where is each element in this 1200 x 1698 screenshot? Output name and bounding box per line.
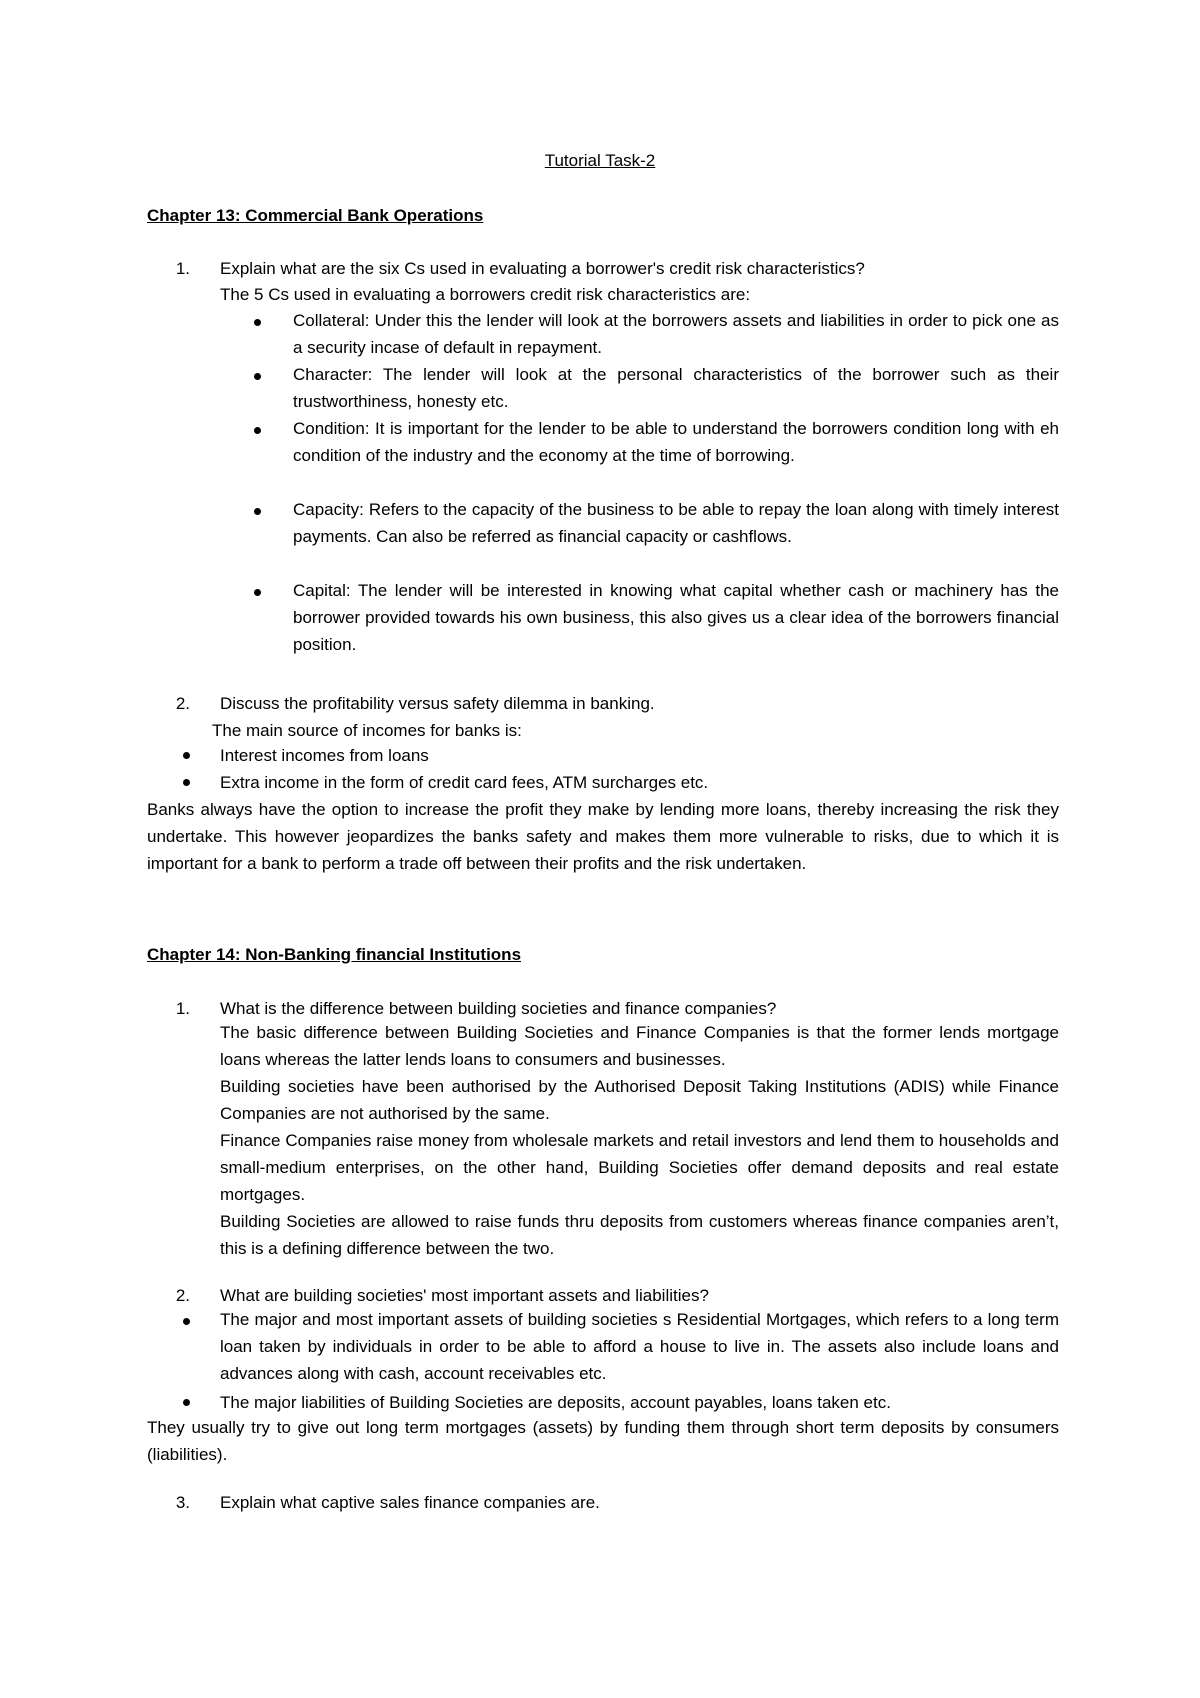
ch13-q1-bullet-capacity: Capacity: Refers to the capacity of the business to be able to repay the loan along with timely interest payments. Can also be referred as financial capacity or cashflows. bbox=[293, 500, 1059, 546]
bullet-icon bbox=[183, 1399, 190, 1406]
bullet-icon bbox=[183, 752, 190, 759]
bullet-icon bbox=[183, 1318, 190, 1325]
ch13-q2-number: 2. bbox=[175, 694, 190, 713]
ch14-q1-paragraph: Building Societies are allowed to raise funds thru deposits from customers whereas finance companies aren’t, this is a defining difference between the two. bbox=[220, 1212, 1059, 1258]
ch13-q1-number: 1. bbox=[175, 259, 190, 278]
ch14-q1-paragraph: Building societies have been authorised by the Authorised Deposit Taking Institutions (ADIS) while Finance Companies are not authorised by the same. bbox=[220, 1077, 1059, 1123]
ch14-q2-question: What are building societies' most important assets and liabilities? bbox=[220, 1286, 709, 1305]
ch14-q2-number: 2. bbox=[175, 1286, 190, 1305]
ch13-q1-bullet-capital: Capital: The lender will be interested in knowing what capital whether cash or machinery has the borrower provided towards his own business, this also gives us a clear idea of the borrowers financial position. bbox=[293, 581, 1059, 654]
bullet-icon bbox=[254, 373, 261, 380]
ch14-q1-paragraph: The basic difference between Building Societies and Finance Companies is that the former lends mortgage loans whereas the latter lends loans to consumers and businesses. bbox=[220, 1023, 1059, 1069]
ch14-q3-number: 3. bbox=[175, 1493, 190, 1512]
ch14-q3-question: Explain what captive sales finance companies are. bbox=[220, 1493, 600, 1512]
ch14-q2-bullet-assets: The major and most important assets of building societies s Residential Mortgages, which refers to a long term loan taken by individuals in order to be able to afford a house to live in. The assets also include loans and advances along with cash, account receivables etc. bbox=[220, 1310, 1059, 1383]
ch13-q2-bullet-extra: Extra income in the form of credit card fees, ATM surcharges etc. bbox=[220, 773, 709, 792]
ch13-q2-intro: The main source of incomes for banks is: bbox=[212, 721, 522, 740]
bullet-icon bbox=[254, 427, 261, 434]
ch13-q1-question: Explain what are the six Cs used in evaluating a borrower's credit risk characteristics? bbox=[220, 259, 865, 278]
ch14-q2-bullet-liabilities: The major liabilities of Building Societies are deposits, account payables, loans taken etc. bbox=[220, 1393, 891, 1412]
ch13-q1-bullet-character: Character: The lender will look at the personal characteristics of the borrower such as their trustworthiness, honesty etc. bbox=[293, 365, 1059, 411]
bullet-icon bbox=[254, 319, 261, 326]
bullet-icon bbox=[254, 589, 261, 596]
ch13-q1-bullet-collateral: Collateral: Under this the lender will look at the borrowers assets and liabilities in order to pick one as a security incase of default in repayment. bbox=[293, 311, 1059, 357]
chapter-13-heading: Chapter 13: Commercial Bank Operations bbox=[147, 206, 484, 225]
ch13-q2-question: Discuss the profitability versus safety dilemma in banking. bbox=[220, 694, 655, 713]
bullet-icon bbox=[183, 779, 190, 786]
ch13-q1-intro: The 5 Cs used in evaluating a borrowers credit risk characteristics are: bbox=[220, 285, 751, 304]
chapter-14-heading: Chapter 14: Non-Banking financial Institutions bbox=[147, 945, 522, 964]
ch13-q2-bullet-interest: Interest incomes from loans bbox=[220, 746, 429, 765]
ch13-q2-paragraph: Banks always have the option to increase the profit they make by lending more loans, thereby increasing the risk they undertake. This however jeopardizes the banks safety and makes them more vulnerable to risks, due to which it is important for a bank to perform a trade off between their profits and the risk undertaken. bbox=[147, 800, 1059, 873]
ch14-q2-paragraph: They usually try to give out long term mortgages (assets) by funding them through short term deposits by consumers (liabilities). bbox=[147, 1418, 1059, 1464]
document-title: Tutorial Task-2 bbox=[544, 151, 656, 170]
ch14-q1-number: 1. bbox=[175, 999, 190, 1018]
bullet-icon bbox=[254, 508, 261, 515]
ch13-q1-bullet-condition: Condition: It is important for the lender to be able to understand the borrowers condition long with eh condition of the industry and the economy at the time of borrowing. bbox=[293, 419, 1059, 465]
ch14-q1-paragraph: Finance Companies raise money from wholesale markets and retail investors and lend them to households and small-medium enterprises, on the other hand, Building Societies offer demand deposits and real estate mortgages. bbox=[220, 1131, 1059, 1204]
ch14-q1-question: What is the difference between building societies and finance companies? bbox=[220, 999, 777, 1018]
